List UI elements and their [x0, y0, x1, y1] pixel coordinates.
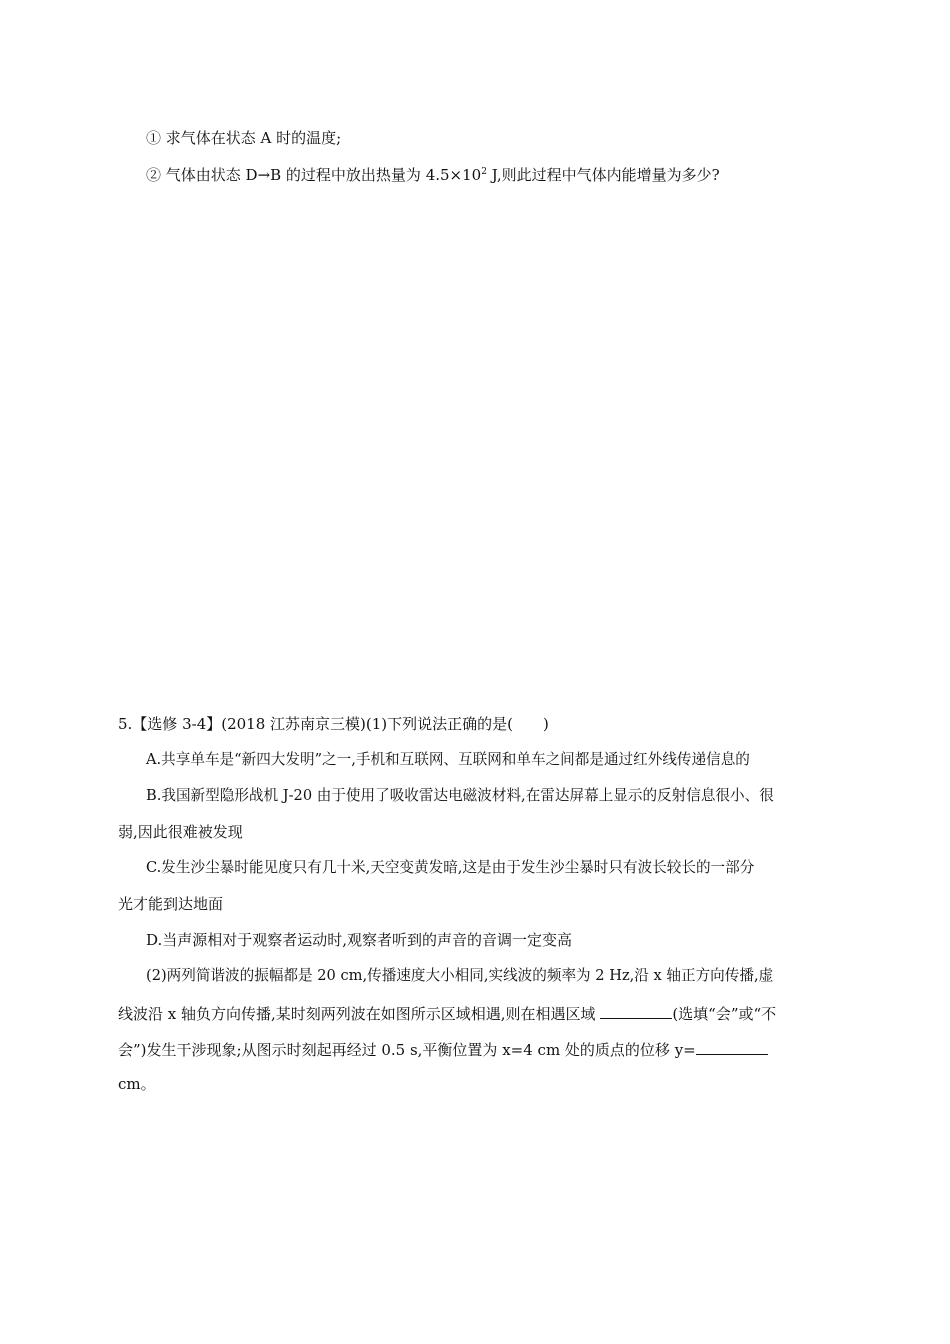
- answer-blank-interference[interactable]: [600, 1002, 672, 1019]
- q5-option-c-line2: [118, 894, 223, 914]
- q5-option-b-text-1: B.我国新型隐形战机 J-20 由于使用了吸收雷达电磁波材料,在雷达屏幕上显示的反射信息很小、很: [146, 787, 774, 804]
- q5-part2-text-2-after: (选填“会”或“不: [672, 1005, 777, 1023]
- q5-option-d-text: D.当声源相对于观察者运动时,观察者听到的声音的音调一定变高: [146, 931, 573, 949]
- q5-option-a: [146, 750, 750, 770]
- q5-part2-line3: [118, 1038, 768, 1060]
- q5-part2-line2: [118, 1002, 776, 1024]
- q4-part2-text-after: J,则此过程中气体内能增量为多少?: [486, 166, 720, 184]
- q5-option-c-text-1: C.发生沙尘暴时能见度只有几十米,天空变黄发暗,这是由于发生沙尘暴时只有波长较长的一部分: [146, 859, 755, 876]
- answer-blank-displacement[interactable]: [696, 1038, 768, 1055]
- q5-header: [118, 714, 549, 734]
- q4-part2-exponent: 2: [481, 167, 487, 177]
- q5-part2-text-2-before: 线波沿 x 轴负方向传播,某时刻两列波在如图所示区域相遇,则在相遇区域: [118, 1005, 601, 1023]
- q5-option-a-text: A.共享单车是“新四大发明”之一,手机和互联网、互联网和单车之间都是通过红外线传递信息的: [146, 751, 750, 768]
- q5-part2-text-3: 会”)发生干涉现象;从图示时刻起再经过 0.5 s,平衡位置为 x=4 cm 处的质点的位移 y=: [118, 1041, 696, 1059]
- q5-part2-text-4: cm。: [118, 1075, 156, 1093]
- q4-part2-text-before: ② 气体由状态 D→B 的过程中放出热量为 4.5×10: [146, 166, 482, 184]
- q5-option-d: [146, 930, 572, 950]
- q5-option-b-line1: [146, 786, 774, 806]
- q5-part2-line4: [118, 1074, 156, 1094]
- q5-header-text: 5.【选修 3-4】(2018 江苏南京三模)(1)下列说法正确的是( ): [118, 715, 549, 733]
- q5-option-b-text-2: 弱,因此很难被发现: [118, 823, 243, 841]
- q5-option-c-line1: [146, 858, 754, 878]
- q4-part2: [146, 162, 720, 185]
- q5-part2-line1: [146, 966, 773, 986]
- q5-option-c-text-2: 光才能到达地面: [118, 895, 224, 913]
- q5-option-b-line2: [118, 822, 243, 842]
- q4-part1: [146, 128, 341, 148]
- q4-part1-text: ① 求气体在状态 A 时的温度;: [146, 129, 342, 147]
- q5-part2-text-1: (2)两列简谐波的振幅都是 20 cm,传播速度大小相同,实线波的频率为 2 Hz,沿 x 轴正方向传播,虚: [146, 967, 774, 984]
